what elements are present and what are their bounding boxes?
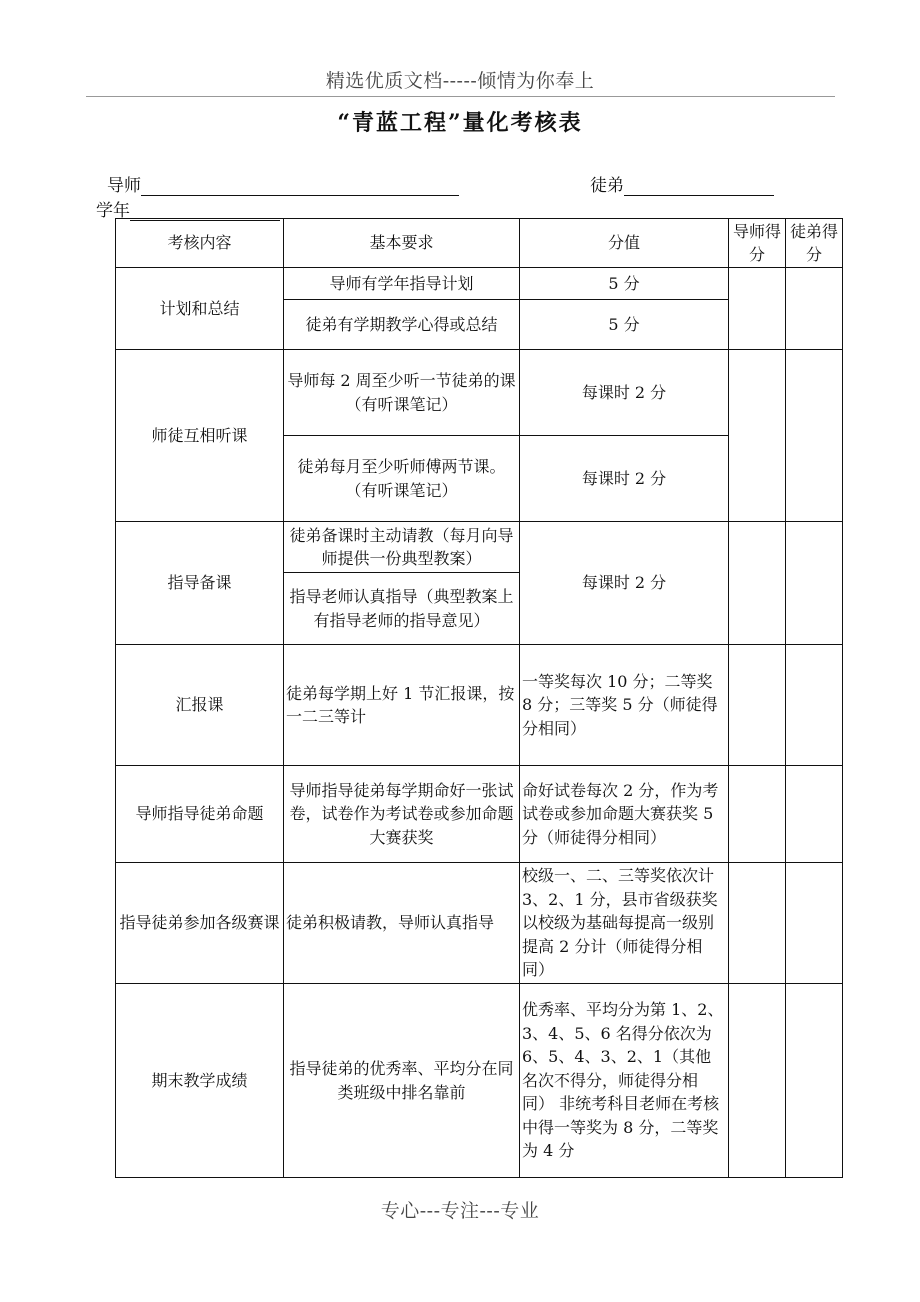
header-divider: [86, 96, 835, 97]
mentor-blank-line: [141, 177, 459, 196]
row-plan-content: 计划和总结: [116, 268, 284, 350]
apprentice-label: 徒弟: [590, 176, 624, 196]
row-report-score: 一等奖每次 10 分；二等奖 8 分；三等奖 5 分（师徒得分相同）: [520, 645, 729, 766]
row-prep-score: 每课时 2 分: [520, 522, 729, 645]
row-exam-score: 命好试卷每次 2 分，作为考试卷或参加命题大赛获奖 5 分（师徒得分相同）: [520, 766, 729, 863]
row-final-content: 期末教学成绩: [116, 984, 284, 1178]
row-prep-requirement-2: 指导老师认真指导（典型教案上有指导老师的指导意见）: [284, 573, 520, 645]
row-prep-apprentice-score-cell[interactable]: [786, 522, 843, 645]
table-row: [116, 766, 843, 863]
header-apprentice-score: 徒弟得分: [786, 219, 843, 268]
row-observe-content: 师徒互相听课: [116, 350, 284, 522]
table-row: [116, 522, 843, 573]
row-plan-mentor-score-cell[interactable]: [729, 268, 786, 350]
apprentice-field: [590, 171, 774, 196]
table-header-row: [116, 219, 843, 268]
row-contest-apprentice-score-cell[interactable]: [786, 863, 843, 984]
row-observe-apprentice-score-cell[interactable]: [786, 350, 843, 522]
row-report-content: 汇报课: [116, 645, 284, 766]
row-final-apprentice-score-cell[interactable]: [786, 984, 843, 1178]
row-observe-mentor-score-cell[interactable]: [729, 350, 786, 522]
row-final-score: 优秀率、平均分为第 1、2、3、4、5、6 名得分依次为 6、5、4、3、2、1（其他名次不得分，师徒得分相同） 非统考科目老师在考核中得一等奖为 8 分，二等奖为 4 分: [520, 984, 729, 1178]
row-plan-requirement-2: 徒弟有学期教学心得或总结: [284, 300, 520, 350]
row-plan-score-1: 5 分: [520, 268, 729, 300]
row-prep-mentor-score-cell[interactable]: [729, 522, 786, 645]
row-plan-apprentice-score-cell[interactable]: [786, 268, 843, 350]
row-exam-requirement: 导师指导徒弟每学期命好一张试卷，试卷作为考试卷或参加命题大赛获奖: [284, 766, 520, 863]
row-report-mentor-score-cell[interactable]: [729, 645, 786, 766]
row-prep-requirement-1: 徒弟备课时主动请教（每月向导师提供一份典型教案）: [284, 522, 520, 573]
table-row: [116, 984, 843, 1178]
header-score: 分值: [520, 219, 729, 268]
table-row: [116, 268, 843, 300]
row-plan-requirement-1: 导师有学年指导计划: [284, 268, 520, 300]
row-exam-apprentice-score-cell[interactable]: [786, 766, 843, 863]
mentor-label: 导师: [107, 176, 141, 196]
table-row: [116, 645, 843, 766]
row-observe-requirement-1: 导师每 2 周至少听一节徒弟的课（有听课笔记）: [284, 350, 520, 436]
apprentice-blank-line: [624, 177, 774, 196]
row-contest-requirement: 徒弟积极请教，导师认真指导: [284, 863, 520, 984]
table-row: [116, 350, 843, 436]
header-mentor-score: 导师得分: [729, 219, 786, 268]
table-row: [116, 863, 843, 984]
page-header: 精选优质文档-----倾情为你奉上: [325, 70, 595, 92]
assessment-table: [115, 218, 843, 1178]
row-exam-mentor-score-cell[interactable]: [729, 766, 786, 863]
row-final-requirement: 指导徒弟的优秀率、平均分在同类班级中排名靠前: [284, 984, 520, 1178]
row-prep-content: 指导备课: [116, 522, 284, 645]
year-label: 学年: [96, 201, 130, 221]
row-contest-score: 校级一、二、三等奖依次计 3、2、1 分，县市省级获奖以校级为基础每提高一级别提高 2 分计（师徒得分相同）: [520, 863, 729, 984]
row-observe-score-1: 每课时 2 分: [520, 350, 729, 436]
row-plan-score-2: 5 分: [520, 300, 729, 350]
document-title: “青蓝工程”量化考核表: [337, 110, 583, 136]
row-final-mentor-score-cell[interactable]: [729, 984, 786, 1178]
row-exam-content: 导师指导徒弟命题: [116, 766, 284, 863]
row-report-apprentice-score-cell[interactable]: [786, 645, 843, 766]
row-contest-content: 指导徒弟参加各级赛课: [116, 863, 284, 984]
row-observe-requirement-2: 徒弟每月至少听师傅两节课。（有听课笔记）: [284, 436, 520, 522]
header-requirement: 基本要求: [284, 219, 520, 268]
header-content: 考核内容: [116, 219, 284, 268]
row-report-requirement: 徒弟每学期上好 1 节汇报课，按一二三等计: [284, 645, 520, 766]
row-observe-score-2: 每课时 2 分: [520, 436, 729, 522]
page-footer: 专心---专注---专业: [380, 1200, 540, 1222]
mentor-field: [107, 171, 459, 196]
row-contest-mentor-score-cell[interactable]: [729, 863, 786, 984]
